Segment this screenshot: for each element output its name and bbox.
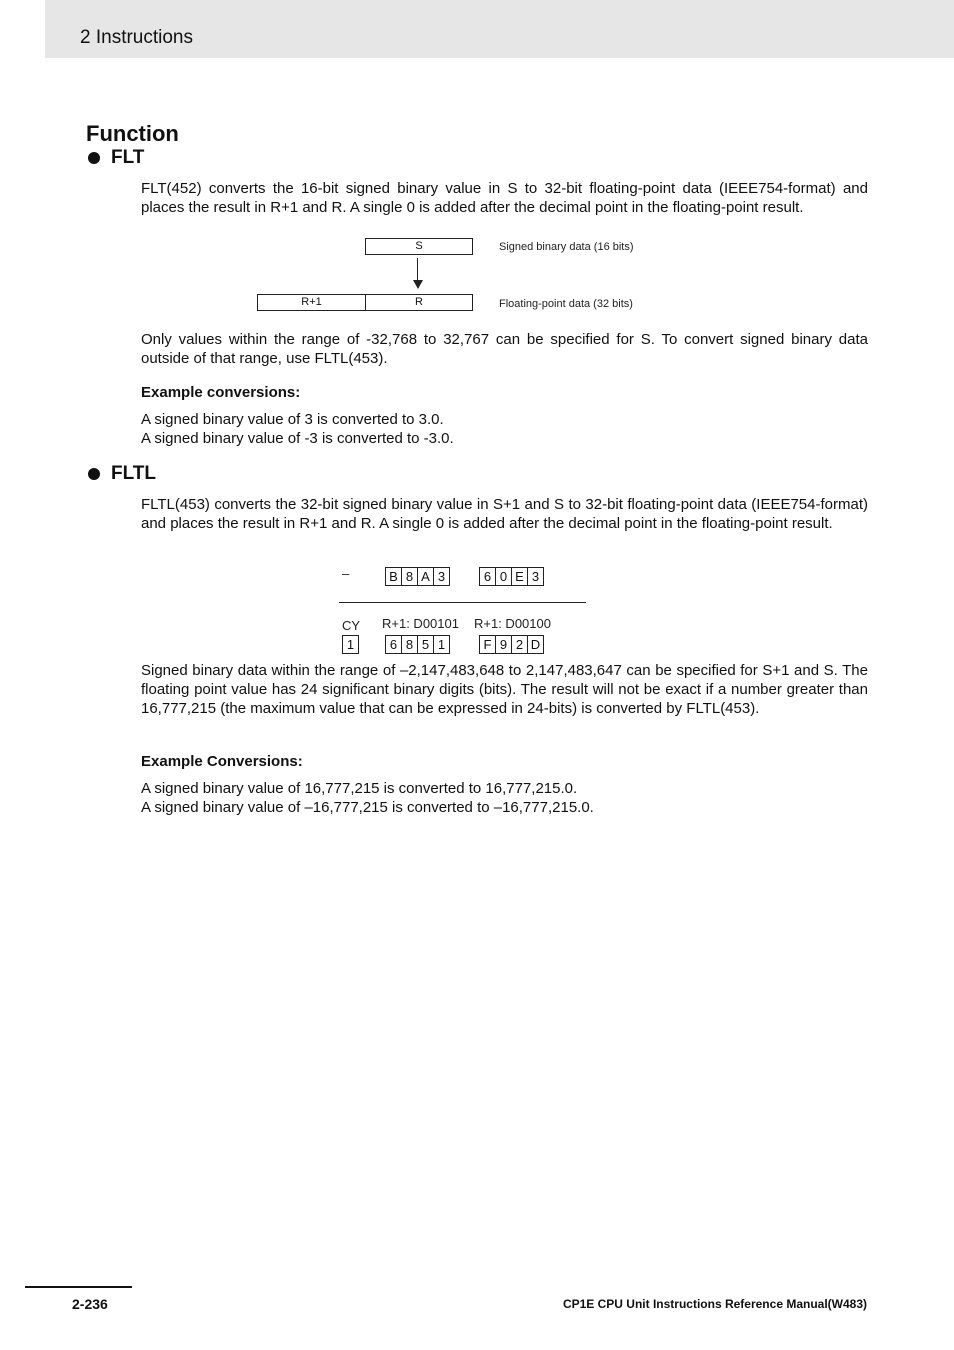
- flt-result-low-box: R: [365, 294, 473, 311]
- hex-digit: B: [385, 567, 402, 586]
- section-title: Function: [86, 121, 179, 146]
- flt-examples: [141, 410, 454, 448]
- flt-result-high-box: R+1: [257, 294, 366, 311]
- hex-digit: 1: [433, 635, 450, 654]
- result-low-word: [479, 635, 544, 654]
- fltl-heading: [86, 463, 156, 485]
- hex-digit: E: [511, 567, 528, 586]
- example-line: A signed binary value of –16,777,215 is converted to –16,777,215.0.: [141, 799, 594, 816]
- source-low-word: [479, 567, 544, 586]
- hex-digit: 0: [495, 567, 512, 586]
- flt-source-desc: Signed binary data (16 bits): [499, 241, 634, 253]
- example-line: A signed binary value of -3 is converted to -3.0.: [141, 430, 454, 447]
- fltl-description: FLTL(453) converts the 32-bit signed binary value in S+1 and S to 32-bit floating-point data (IEEE754-format) and places the result in R+1 and R. A single 0 is added after the decimal point in the floating-point result.: [141, 496, 868, 532]
- example-line: A signed binary value of 3 is converted to 3.0.: [141, 411, 444, 428]
- flt-heading-text: FLT: [111, 147, 145, 168]
- flt-range-note: Only values within the range of -32,768 to 32,767 can be specified for S. To convert signed binary data outside of that range, use FLTL(453).: [141, 331, 868, 367]
- result-high-word: [385, 635, 450, 654]
- flt-source-box: S: [365, 238, 473, 255]
- bullet-icon: [88, 468, 100, 480]
- flt-heading: [86, 147, 144, 169]
- carry-flag: [342, 635, 359, 654]
- footer-rule: [25, 1286, 132, 1288]
- hex-digit: 3: [433, 567, 450, 586]
- fltl-example-heading: Example Conversions:: [141, 753, 303, 770]
- divider-line: [339, 602, 586, 603]
- example-line: A signed binary value of 16,777,215 is converted to 16,777,215.0.: [141, 780, 578, 797]
- hex-digit: F: [479, 635, 496, 654]
- hex-digit: 8: [401, 567, 418, 586]
- hex-digit: 9: [495, 635, 512, 654]
- page-number: 2-236: [72, 1296, 108, 1312]
- sign-indicator: –: [342, 566, 350, 581]
- manual-title: CP1E CPU Unit Instructions Reference Manual(W483): [562, 1297, 867, 1311]
- result-low-label: R+1: D00100: [474, 616, 551, 631]
- flt-description: FLT(452) converts the 16-bit signed binary value in S to 32-bit floating-point data (IEEE754-format) and places the result in R+1 and R. A single 0 is added after the decimal point in the floating-point result.: [141, 180, 868, 216]
- flt-result-desc: Floating-point data (32 bits): [499, 298, 633, 310]
- fltl-heading-text: FLTL: [111, 463, 157, 484]
- flt-example-heading: Example conversions:: [141, 384, 301, 401]
- arrow-down-icon: [413, 280, 423, 289]
- hex-digit: 6: [385, 635, 402, 654]
- hex-digit: 6: [479, 567, 496, 586]
- carry-digit: 1: [342, 635, 359, 654]
- hex-digit: 5: [417, 635, 434, 654]
- result-high-label: R+1: D00101: [382, 616, 459, 631]
- fltl-examples: [141, 779, 594, 817]
- cy-label: CY: [342, 618, 361, 633]
- source-high-word: [385, 567, 450, 586]
- hex-digit: 3: [527, 567, 544, 586]
- hex-digit: 2: [511, 635, 528, 654]
- hex-digit: D: [527, 635, 544, 654]
- hex-digit: 8: [401, 635, 418, 654]
- chapter-title: 2 Instructions: [80, 27, 193, 48]
- bullet-icon: [88, 152, 100, 164]
- hex-digit: A: [417, 567, 434, 586]
- fltl-range-note: Signed binary data within the range of –2,147,483,648 to 2,147,483,647 can be specified for S+1 and S. The floating point value has 24 significant binary digits (bits). The result will not be exact if a number greater than 16,777,215 (the maximum value that can be expressed in 24-bits) is converted by FLTL(453).: [141, 662, 868, 717]
